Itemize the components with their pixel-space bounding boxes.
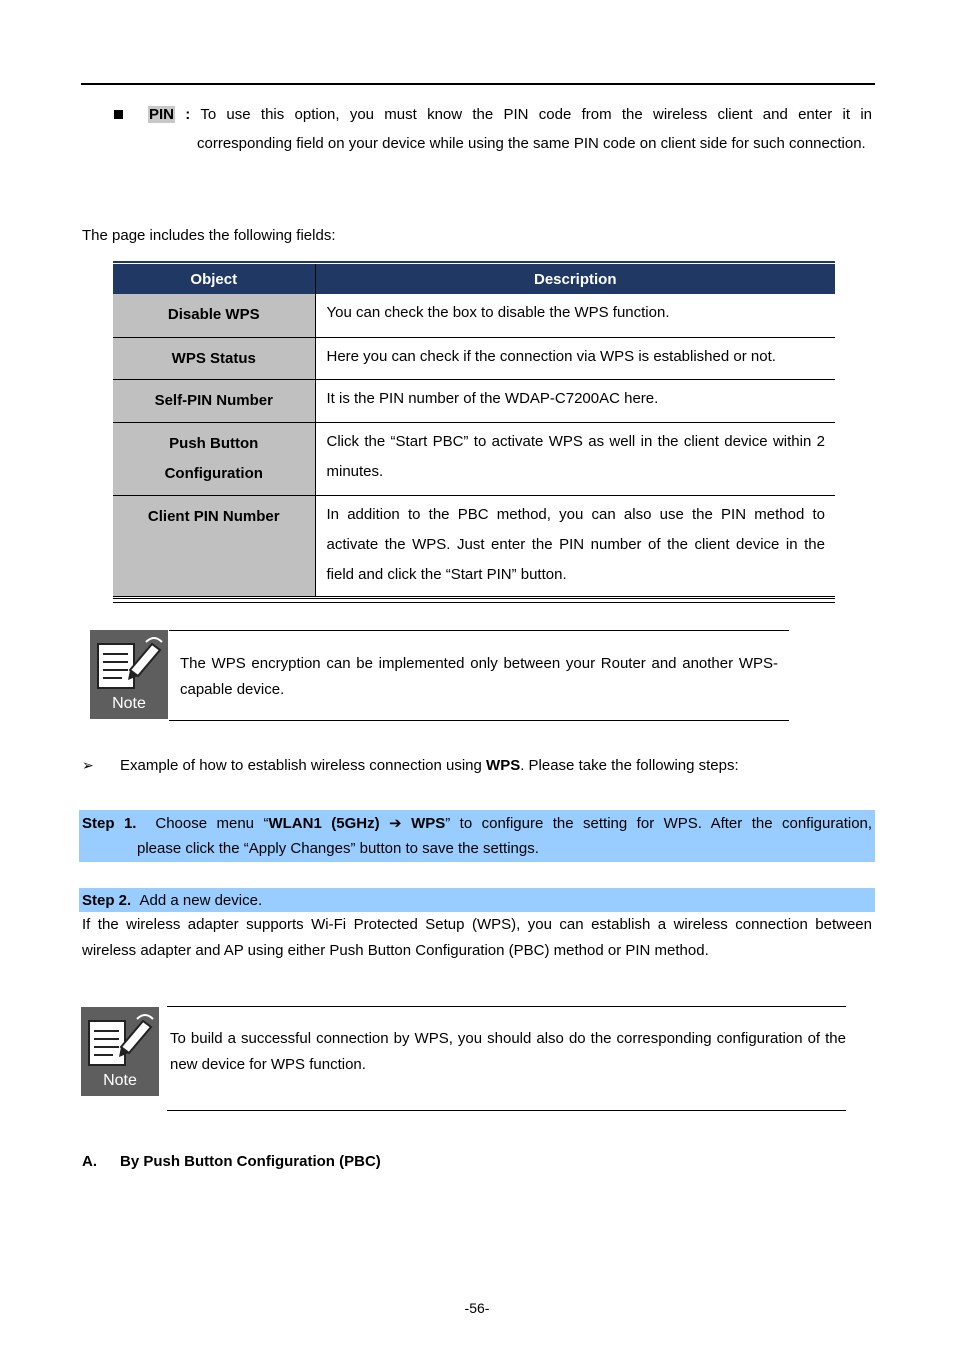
note-bottom-rule	[167, 1110, 846, 1111]
object-cell: Disable WPS	[113, 294, 315, 337]
section-a-heading: A. By Push Button Configuration (PBC)	[82, 1153, 381, 1170]
fields-table-container	[113, 261, 835, 603]
table-row	[113, 337, 835, 379]
description-cell: Click the “Start PBC” to activate WPS as well in the client device within 2 minutes.	[315, 422, 835, 495]
arrow-bullet-icon: ➢	[82, 757, 94, 773]
object-cell: WPS Status	[113, 337, 315, 379]
table-row	[113, 422, 835, 495]
note-text: To build a successful connection by WPS, you should also do the corresponding configuration of the new device for WPS function.	[170, 1030, 846, 1073]
pin-line1: To use this option, you must know the PIN code from the wireless client and enter it in	[200, 106, 872, 123]
object-cell: Push Button Configuration	[113, 422, 315, 495]
description-cell: Here you can check if the connection via WPS is established or not.	[315, 337, 835, 379]
object-cell: Self-PIN Number	[113, 379, 315, 422]
description-cell: You can check the box to disable the WPS function.	[315, 294, 835, 337]
header-rule	[81, 83, 875, 85]
table-row	[113, 294, 835, 337]
pin-item-first-line	[148, 104, 872, 125]
step2-label: Step 2.	[82, 892, 132, 909]
menu-wps: WPS	[411, 815, 446, 832]
step1-label: Step 1.	[82, 815, 137, 832]
description-cell: In addition to the PBC method, you can also use the PIN method to activate the WPS. Just enter the PIN number of the client device in the field and click the “Start PIN” button.	[315, 495, 835, 596]
note-icon-label: Note	[112, 695, 146, 712]
note-top-rule	[169, 630, 789, 631]
object-cell: Client PIN Number	[113, 495, 315, 596]
note-icon	[90, 630, 168, 719]
note-icon	[81, 1007, 159, 1096]
example-line: Example of how to establish wireless connection using WPS. Please take the following steps:	[120, 757, 739, 774]
step1-line1: Step 1. Choose menu “WLAN1 (5GHz) ➔ WPS” to configure the setting for WPS. After the configuration,	[82, 815, 873, 832]
description-cell: It is the PIN number of the WDAP-C7200AC here.	[315, 379, 835, 422]
fields-table	[113, 264, 835, 597]
square-bullet-icon	[114, 110, 123, 119]
arrow-right-icon: ➔	[389, 815, 402, 832]
step2-line: Step 2. Add a new device.	[82, 892, 263, 909]
pin-label: PIN	[149, 106, 175, 123]
step1-line2: please click the “Apply Changes” button to save the settings.	[137, 840, 539, 857]
header-description: Description	[315, 264, 835, 294]
menu-wlan1: WLAN1 (5GHz)	[268, 815, 380, 832]
note-bottom-rule	[169, 720, 789, 721]
note-top-rule	[167, 1006, 846, 1007]
step2-paragraph: If the wireless adapter supports Wi-Fi Protected Setup (WPS), you can establish a wireless connection between wireless adapter and AP using either Push Button Configuration (PBC) method or PIN method.	[82, 916, 872, 959]
page-number: -56-	[464, 1300, 490, 1316]
table-row	[113, 379, 835, 422]
pin-item-continuation: corresponding field on your device while using the same PIN code on client side for such connection.	[197, 135, 866, 152]
table-row	[113, 495, 835, 596]
pin-colon: :	[185, 106, 191, 123]
intro-text: The page includes the following fields:	[82, 227, 336, 244]
header-object: Object	[113, 264, 315, 294]
note-icon-label: Note	[103, 1072, 137, 1089]
note-text: The WPS encryption can be implemented only between your Router and another WPS-capable device.	[180, 655, 778, 698]
table-bottom-rule	[113, 598, 835, 603]
